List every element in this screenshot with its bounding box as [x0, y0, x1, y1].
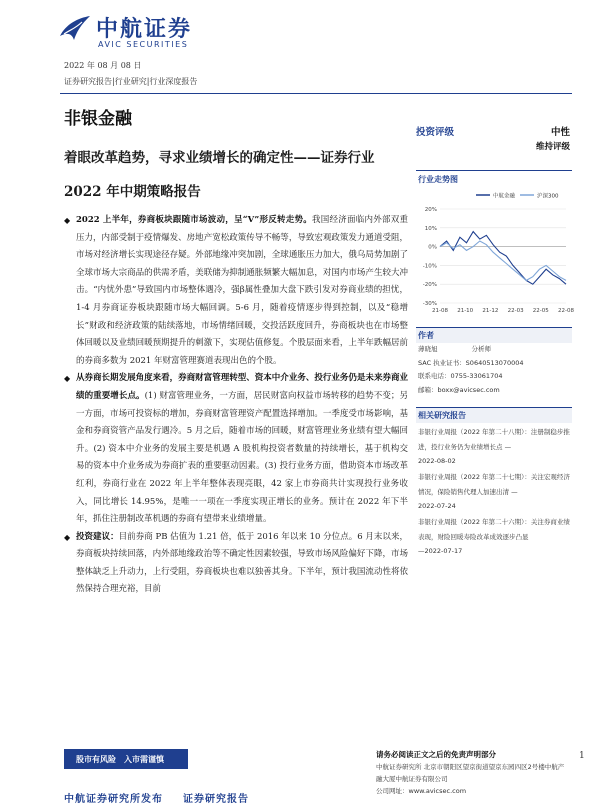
author-phone: 联系电话：0755-33061704 [418, 372, 503, 380]
related-report-date: 2022-08-02 [418, 457, 456, 465]
trend-chart [416, 187, 572, 323]
authors-title: 作者 [416, 327, 572, 343]
author-name-row [416, 343, 572, 357]
author-email[interactable]: 邮箱：boxx@avicsec.com [418, 385, 500, 394]
series-line [440, 241, 566, 280]
related-report-item[interactable] [416, 470, 572, 513]
related-report-text: 非银行业周报（2022 年第二十八期）：注册制稳步推进，投行业务仍为业绩增长点 — [418, 428, 570, 451]
header-divider [60, 93, 572, 94]
y-tick-label: -20% [422, 282, 437, 289]
paragraph-investment-advice [64, 529, 408, 599]
related-reports-title: 相关研究报告 [416, 407, 572, 423]
footer-disclaimer [376, 749, 566, 797]
x-tick-label: 22-08 [558, 308, 574, 314]
caution-text: 入市需谨慎 [124, 755, 164, 764]
y-tick-label: -10% [422, 263, 437, 270]
y-tick-label: 0% [428, 244, 437, 251]
diamond-bullet-icon: ◆ [64, 532, 71, 542]
paragraph-text: 我国经济面临内外部双重压力，内部受制于疫情爆发、房地产宽松政策传导不畅等，导致宏观政策发力通道受阻，市场对经济增长实现途径存疑。外部地缘冲突加剧，全球通胀压力加大，俄乌局势加剧了全球市场大宗商品的供需矛盾，美联储为抑制通胀频繁大幅加息，对国内市场产生较大冲击。“内忧外患”导致国内市场整体遇冷，强β属性叠加大盘下跌引发对券商业绩的担忧，1-4 月券商证券板块跟随市场大幅回调。5-6 月，随着疫情逐步得到控制，以及“稳增长”财政和经济政策的陆续落地，市场情绪回暖，交投活跃度回升，券商板块也在市场整体回暖以及业绩回暖预期提升的刺激下，实现估值修复。个股层面来看，上半年跌幅居前的券商多数为 2021 年财富管理赛道表现出色的个股。 [76, 215, 408, 366]
company-logo [58, 10, 208, 50]
rating-label: 投资评级 [416, 127, 455, 138]
legend-label: 中航金融 [493, 193, 516, 200]
diamond-bullet-icon: ◆ [64, 216, 71, 225]
legend-label: 沪深300 [537, 193, 559, 200]
related-report-item[interactable] [416, 425, 572, 468]
logo-english-name: AVIC SECURITIES [98, 40, 189, 49]
paragraph-lead: 从券商长期发展角度来看，券商财富管理转型、资本中介业务、投行业务仍是未来券商业绩的重要增长点。 [76, 373, 408, 401]
logo-chinese-name: 中航证券 [96, 17, 193, 42]
paragraph-text: (1) 财富管理业务，一方面，居民财富向权益市场转移的趋势不变；另一方面，市场可投资标的增加，券商财富管理资产配置选择增加。一季度受市场影响，基金和券商资管产品发行遇冷。5 月之后，随着市场的回暖，财富管理业务业绩有望大幅回升。(2) 资本中介业务的发展主要是机遇 A 股机构投资者数量的持续增长，基于机构交易的资本中介业务成为券商扩表的重要驱动因素。(3) 投行业务方面，借助资本市场改革红利，券商行业在 2022 年上半年整体表现亮眼，42 家上市券商共计实现投行业务收入，同比增长 14.95%，是唯一一项在一季度实现正增长的业务。预计在 2022 年下半年，抓住注册制改革机遇的券商有望带来业绩增量。 [76, 390, 408, 525]
related-report-item[interactable] [416, 515, 572, 558]
rating-action-row [416, 140, 572, 156]
y-tick-label: 10% [424, 225, 437, 232]
rating-row [416, 124, 572, 140]
y-tick-label: 20% [424, 207, 437, 213]
sector-label: 非银金融 [64, 109, 132, 129]
footer-address: 中航证券研究所 北京市朝阳区望京街道望京东园四区2号楼中航产融大厦中航证券有限公司 [376, 763, 565, 783]
x-tick-label: 21-08 [432, 308, 448, 314]
related-report-text: 非银行业周报（2022 年第二十七期）：关注宏观经济情况，保险销售代理人加速出清 — [418, 473, 570, 496]
paragraph-lead: 2022 上半年，券商板块跟随市场波动，呈“V”形反转走势。 [76, 215, 313, 225]
footer-website[interactable]: 公司网址：www.avicsec.com [376, 787, 467, 795]
trend-chart-svg [416, 187, 572, 323]
series-line [440, 232, 566, 285]
plane-logo-icon [58, 14, 92, 44]
breadcrumb: 证券研究报告|行业研究|行业深度报告 [64, 77, 198, 86]
y-tick-label: -30% [422, 301, 437, 307]
risk-text: 股市有风险 [76, 755, 116, 764]
x-tick-label: 22-05 [532, 308, 549, 314]
page-number: 1 [579, 751, 585, 761]
diamond-bullet-icon: ◆ [64, 374, 71, 384]
related-report-text: 非银行业周报（2022 年第二十六期）：关注券商业绩表现，财险回暖寿险改革成效逐步凸显 [418, 518, 570, 541]
main-body [64, 212, 408, 599]
paragraph-text: 目前券商 PB 估值为 1.21 倍，低于 2016 年以来 10 分位点。6 月末以来，券商板块持续回落，内外部地缘政治等不确定性因素较强，导致市场风险偏好下降，市场整体缺乏上升动力，上行受阻，券商板块也难以独善其身。下半年，预计我国流动性将依然保持合理充裕，目前 [76, 531, 408, 595]
x-tick-label: 21-12 [482, 308, 499, 314]
report-type: 证券研究报告 [183, 794, 249, 805]
rating-action: 维持评级 [535, 142, 570, 152]
report-date: 2022 年 08 月 08 日 [64, 61, 142, 70]
publisher-name: 中航证券研究所发布 [64, 794, 163, 805]
paragraph-long-term [64, 370, 408, 528]
rating-value: 中性 [550, 127, 570, 138]
x-tick-label: 22-03 [507, 308, 524, 314]
related-report-date: —2022-07-17 [418, 547, 463, 555]
report-title: 着眼改革趋势，寻求业绩增长的确定性——证券行业 [64, 150, 375, 166]
footer-publisher [64, 790, 249, 805]
author-name: 薄晓旭 [418, 345, 438, 353]
report-subtitle: 2022 年中期策略报告 [64, 184, 201, 200]
trend-chart-title: 行业走势图 [416, 170, 572, 187]
paragraph-lead: 投资建议： [76, 531, 119, 542]
paragraph-market-review [64, 212, 408, 370]
sidebar [416, 124, 572, 558]
risk-banner [64, 749, 188, 769]
disclaimer-title: 请务必阅读正文之后的免责声明部分 [376, 750, 496, 759]
related-report-date: 2022-07-24 [418, 502, 456, 510]
author-sac: SAC 执业证书：S0640513070004 [418, 358, 524, 367]
x-tick-label: 21-10 [457, 308, 474, 314]
author-role: 分析师 [471, 345, 491, 353]
